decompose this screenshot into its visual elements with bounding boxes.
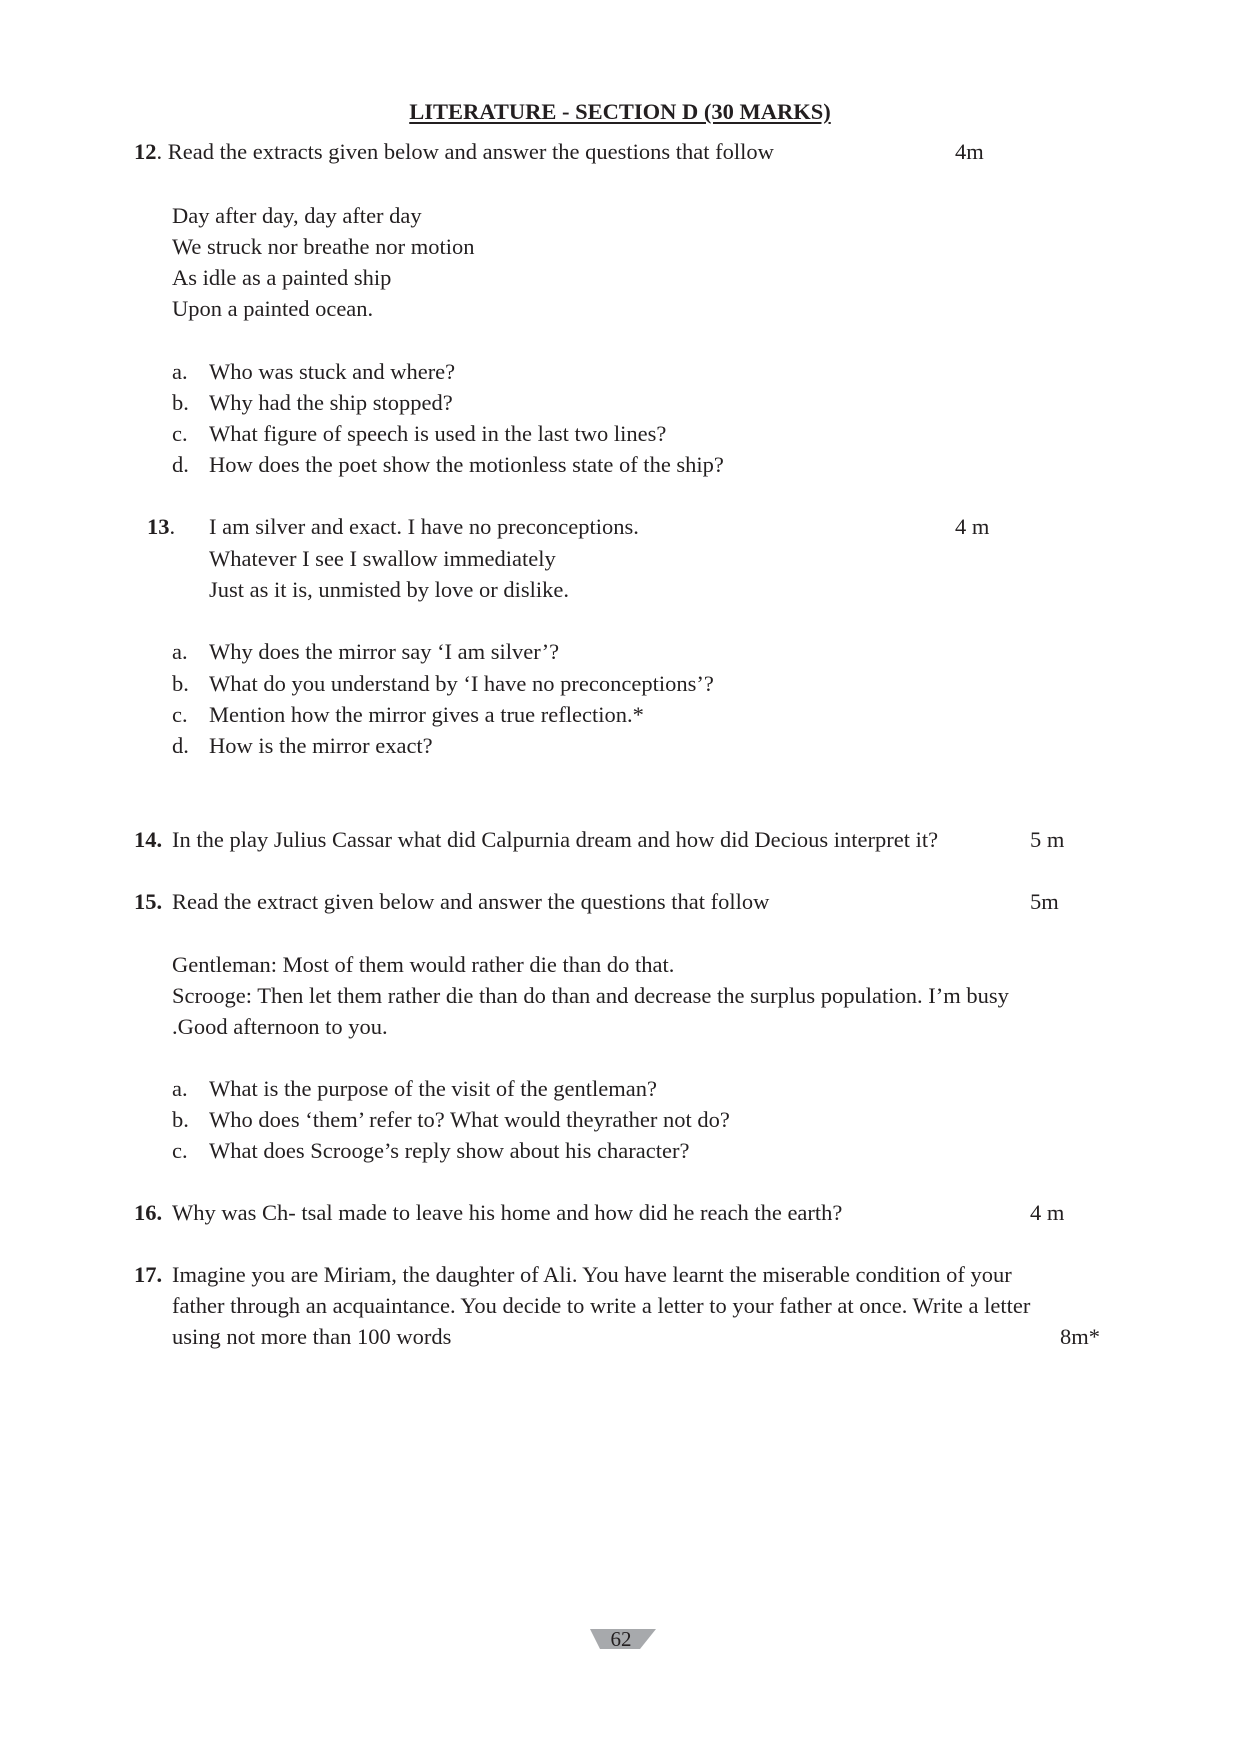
q17-line: using not more than 100 words [172,1324,452,1349]
q12-item-letter: b. [172,390,189,415]
q15-text: Read the extract given below and answer the questions that follow [172,889,770,914]
q16-number: 16. [134,1200,163,1225]
q12-poem-line: Day after day, day after day [172,203,422,228]
q17-marks: 8m* [1060,1324,1101,1349]
q14-text: In the play Julius Cassar what did Calpurnia dream and how did Decious interpret it? [172,827,939,852]
q12-poem-line: As idle as a painted ship [172,265,392,290]
q13-item-text: Mention how the mirror gives a true reflection.* [209,702,644,727]
q12-item-text: Who was stuck and where? [209,359,456,384]
q15-item-text: What is the purpose of the visit of the gentleman? [209,1076,658,1101]
q13-line: Whatever I see I swallow immediately [209,546,556,571]
q15-item-letter: c. [172,1138,188,1163]
q13-line: Just as it is, unmisted by love or dislike. [209,577,569,602]
q12-item-letter: a. [172,359,188,384]
q12-text: . Read the extracts given below and answer the questions that follow [156,139,774,164]
section-title: LITERATURE - SECTION D (30 MARKS) [409,99,831,124]
q12-item-letter: c. [172,421,188,446]
q13-item-letter: c. [172,702,188,727]
q15-item-letter: b. [172,1107,189,1132]
q13-item-letter: b. [172,671,189,696]
q15-extract-line: Scrooge: Then let them rather die than do than and decrease the surplus population. I’m busy [172,983,1009,1008]
q12-item-text: Why had the ship stopped? [209,390,453,415]
page-number-text: 62 [610,1627,632,1651]
q12-marks: 4m [955,139,984,164]
q13-item-text: What do you understand by ‘I have no preconceptions’? [209,671,714,696]
q13-line: I am silver and exact. I have no preconceptions. [209,514,639,539]
q12-poem-line: Upon a painted ocean. [172,296,374,321]
q15-item-letter: a. [172,1076,188,1101]
q13-number: 13. [147,514,176,539]
q12-item-text: What figure of speech is used in the last two lines? [209,421,667,446]
q15-extract-line: Gentleman: Most of them would rather die than do that. [172,952,675,977]
q12-item-letter: d. [172,452,189,477]
q14-marks: 5 m [1030,827,1065,852]
q13-item-letter: a. [172,639,188,664]
q17-line: Imagine you are Miriam, the daughter of Ali. You have learnt the miserable condition of your [172,1262,1012,1287]
q12-stem [134,138,774,166]
q16-text: Why was Ch- tsal made to leave his home and how did he reach the earth? [172,1200,843,1225]
q15-item-text: Who does ‘them’ refer to? What would theyrather not do? [209,1107,730,1132]
q14-number: 14. [134,827,163,852]
q17-line: father through an acquaintance. You decide to write a letter to your father at once. Write a letter [172,1293,1031,1318]
q17-number: 17. [134,1262,163,1287]
q13-item-text: How is the mirror exact? [209,733,433,758]
q13-marks: 4 m [955,514,990,539]
q12-item-text: How does the poet show the motionless state of the ship? [209,452,724,477]
page-number [590,1627,658,1651]
q15-marks: 5m [1030,889,1059,914]
q13-item-letter: d. [172,733,189,758]
q15-number: 15. [134,889,163,914]
q12-poem-line: We struck nor breathe nor motion [172,234,475,259]
q15-extract-line: .Good afternoon to you. [172,1014,388,1039]
q15-item-text: What does Scrooge’s reply show about his character? [209,1138,690,1163]
q13-item-text: Why does the mirror say ‘I am silver’? [209,639,560,664]
q16-marks: 4 m [1030,1200,1065,1225]
q12-number: 12 [134,139,157,164]
